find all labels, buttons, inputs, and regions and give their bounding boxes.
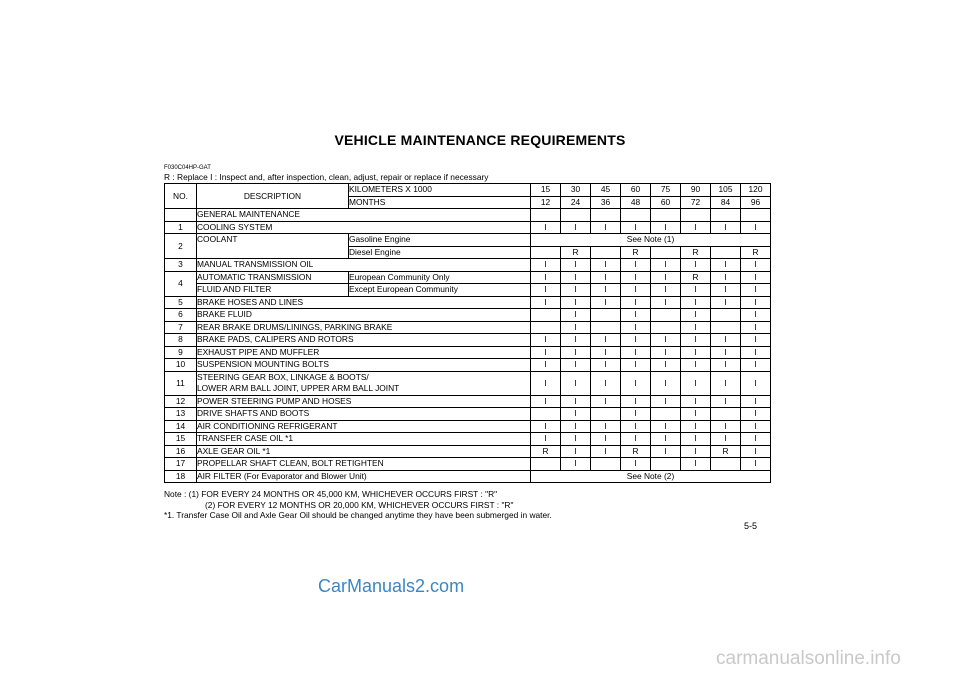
interval-cell: I <box>651 371 681 395</box>
interval-cell: I <box>561 259 591 272</box>
interval-cell: I <box>741 221 771 234</box>
row-description: REAR BRAKE DRUMS/LININGS, PARKING BRAKE <box>197 321 531 334</box>
row-no: 7 <box>165 321 197 334</box>
row-description: EXHAUST PIPE AND MUFFLER <box>197 346 531 359</box>
row-no: 11 <box>165 371 197 395</box>
interval-cell: I <box>651 296 681 309</box>
interval-cell <box>531 321 561 334</box>
row-no: 18 <box>165 470 197 483</box>
row-description: COOLING SYSTEM <box>197 221 531 234</box>
header-row-km <box>165 184 771 197</box>
interval-cell: I <box>681 346 711 359</box>
interval-cell: I <box>741 371 771 395</box>
row-no: 12 <box>165 395 197 408</box>
interval-cell: I <box>621 433 651 446</box>
table-row <box>165 309 771 322</box>
empty-cell <box>741 209 771 222</box>
interval-cell: I <box>741 346 771 359</box>
row-sub-label: European Community Only <box>349 271 531 284</box>
interval-cell: I <box>681 371 711 395</box>
table-row <box>165 420 771 433</box>
header-months-96: 96 <box>741 196 771 209</box>
interval-cell: I <box>711 296 741 309</box>
interval-cell: I <box>651 259 681 272</box>
row-no: 17 <box>165 458 197 471</box>
interval-cell: I <box>561 284 591 297</box>
table-row <box>165 395 771 408</box>
row-no: 2 <box>165 234 197 259</box>
interval-cell: I <box>651 395 681 408</box>
row-no: 9 <box>165 346 197 359</box>
interval-cell: I <box>711 371 741 395</box>
header-km-120: 120 <box>741 184 771 197</box>
interval-cell: I <box>591 221 621 234</box>
interval-cell: I <box>681 284 711 297</box>
header-months-36: 36 <box>591 196 621 209</box>
table-row <box>165 346 771 359</box>
header-description: DESCRIPTION <box>197 184 349 209</box>
interval-cell: I <box>681 296 711 309</box>
interval-cell: R <box>531 445 561 458</box>
interval-cell: I <box>531 359 561 372</box>
interval-cell: I <box>741 296 771 309</box>
interval-cell: I <box>531 259 561 272</box>
header-months-48: 48 <box>621 196 651 209</box>
interval-cell: I <box>621 408 651 421</box>
interval-cell: I <box>531 420 561 433</box>
table-row <box>165 359 771 372</box>
row-description: POWER STEERING PUMP AND HOSES <box>197 395 531 408</box>
interval-cell: I <box>621 221 651 234</box>
interval-cell: R <box>681 246 711 259</box>
row-description-line2: LOWER ARM BALL JOINT, UPPER ARM BALL JOINT <box>197 383 531 395</box>
interval-cell: I <box>531 433 561 446</box>
interval-cell: I <box>561 221 591 234</box>
table-row <box>165 458 771 471</box>
interval-cell <box>711 246 741 259</box>
interval-cell: I <box>621 259 651 272</box>
interval-cell: I <box>711 334 741 347</box>
interval-cell: I <box>681 445 711 458</box>
interval-cell: I <box>651 420 681 433</box>
interval-cell: I <box>621 271 651 284</box>
interval-cell: I <box>531 395 561 408</box>
header-km-label: KILOMETERS X 1000 <box>349 184 531 197</box>
row-description: AIR CONDITIONING REFRIGERANT <box>197 420 531 433</box>
interval-cell: I <box>621 371 651 395</box>
interval-cell: I <box>591 395 621 408</box>
interval-cell: I <box>561 296 591 309</box>
empty-cell <box>681 209 711 222</box>
interval-cell: I <box>681 359 711 372</box>
row-description: BRAKE HOSES AND LINES <box>197 296 531 309</box>
empty-cell <box>621 209 651 222</box>
note-cell: See Note (2) <box>531 470 771 483</box>
section-row <box>165 209 771 222</box>
interval-cell <box>711 309 741 322</box>
interval-cell: I <box>741 259 771 272</box>
interval-cell: I <box>741 433 771 446</box>
interval-cell: I <box>621 284 651 297</box>
interval-cell <box>651 246 681 259</box>
header-months-84: 84 <box>711 196 741 209</box>
row-description: AUTOMATIC TRANSMISSION <box>197 271 349 284</box>
interval-cell: I <box>741 395 771 408</box>
interval-cell: I <box>621 395 651 408</box>
interval-cell: I <box>561 321 591 334</box>
row-description: BRAKE FLUID <box>197 309 531 322</box>
interval-cell: I <box>681 408 711 421</box>
header-km-105: 105 <box>711 184 741 197</box>
row-sub-label: Diesel Engine <box>349 246 531 259</box>
interval-cell: I <box>621 296 651 309</box>
interval-cell: I <box>711 284 741 297</box>
interval-cell: I <box>681 395 711 408</box>
page-title: VEHICLE MAINTENANCE REQUIREMENTS <box>334 132 626 148</box>
interval-cell: I <box>741 309 771 322</box>
row-no: 6 <box>165 309 197 322</box>
header-km-45: 45 <box>591 184 621 197</box>
row-no: 15 <box>165 433 197 446</box>
interval-cell: I <box>711 259 741 272</box>
row-description: COOLANT <box>197 234 349 259</box>
table-body <box>165 184 771 483</box>
interval-cell: I <box>531 284 561 297</box>
interval-cell <box>591 408 621 421</box>
interval-cell: I <box>591 445 621 458</box>
interval-cell: I <box>531 221 561 234</box>
interval-cell <box>591 246 621 259</box>
table-row <box>165 321 771 334</box>
interval-cell: I <box>561 458 591 471</box>
interval-cell: I <box>681 334 711 347</box>
interval-cell: I <box>741 321 771 334</box>
interval-cell: I <box>681 221 711 234</box>
interval-cell: I <box>681 433 711 446</box>
row-sub-label: Except European Community <box>349 284 531 297</box>
interval-cell: I <box>561 371 591 395</box>
interval-cell <box>711 458 741 471</box>
empty-cell <box>591 209 621 222</box>
interval-cell: I <box>741 359 771 372</box>
interval-cell: I <box>591 346 621 359</box>
table-row <box>165 433 771 446</box>
header-months-12: 12 <box>531 196 561 209</box>
interval-cell: I <box>681 309 711 322</box>
row-no: 13 <box>165 408 197 421</box>
note-3: *1. Transfer Case Oil and Axle Gear Oil should be changed anytime they have been submerged in water. <box>164 510 552 521</box>
interval-cell: I <box>561 309 591 322</box>
interval-cell: R <box>711 445 741 458</box>
interval-cell <box>711 408 741 421</box>
interval-cell: R <box>561 246 591 259</box>
interval-cell: I <box>681 259 711 272</box>
empty-cell <box>651 209 681 222</box>
empty-cell <box>531 209 561 222</box>
interval-cell: I <box>561 346 591 359</box>
header-km-30: 30 <box>561 184 591 197</box>
interval-cell: I <box>651 346 681 359</box>
interval-cell: R <box>681 271 711 284</box>
interval-cell: I <box>591 420 621 433</box>
interval-cell <box>591 309 621 322</box>
row-no: 5 <box>165 296 197 309</box>
document-code: F030C04HP-GAT <box>164 165 211 171</box>
interval-cell: I <box>621 420 651 433</box>
interval-cell: I <box>531 334 561 347</box>
interval-cell: I <box>651 334 681 347</box>
interval-cell: I <box>621 458 651 471</box>
row-no: 4 <box>165 271 197 296</box>
interval-cell <box>591 458 621 471</box>
note-1: Note : (1) FOR EVERY 24 MONTHS OR 45,000 KM, WHICHEVER OCCURS FIRST : "R" <box>164 489 498 499</box>
row-description: AIR FILTER (For Evaporator and Blower Unit) <box>197 470 531 483</box>
empty-cell <box>561 209 591 222</box>
row-no: 1 <box>165 221 197 234</box>
interval-cell: I <box>561 445 591 458</box>
legend: R : Replace I : Inspect and, after inspection, clean, adjust, repair or replace if necessary <box>164 172 489 182</box>
interval-cell <box>591 321 621 334</box>
interval-cell: I <box>561 433 591 446</box>
interval-cell: I <box>651 433 681 446</box>
watermark-text: carmanualsonline.info <box>716 648 901 669</box>
interval-cell: I <box>741 420 771 433</box>
section-general-maintenance: GENERAL MAINTENANCE <box>197 209 531 222</box>
watermark-link[interactable]: CarManuals2.com <box>318 576 465 596</box>
notes <box>164 489 552 521</box>
interval-cell: I <box>621 346 651 359</box>
interval-cell: I <box>711 395 741 408</box>
row-description: BRAKE PADS, CALIPERS AND ROTORS <box>197 334 531 347</box>
interval-cell: I <box>591 433 621 446</box>
interval-cell: I <box>561 420 591 433</box>
row-description: SUSPENSION MOUNTING BOLTS <box>197 359 531 372</box>
table-row <box>165 234 771 247</box>
interval-cell: I <box>591 359 621 372</box>
interval-cell: I <box>711 359 741 372</box>
interval-cell: I <box>681 458 711 471</box>
row-description: MANUAL TRANSMISSION OIL <box>197 259 531 272</box>
row-description: AXLE GEAR OIL *1 <box>197 445 531 458</box>
interval-cell: I <box>741 458 771 471</box>
interval-cell: R <box>741 246 771 259</box>
header-km-75: 75 <box>651 184 681 197</box>
interval-cell: I <box>561 334 591 347</box>
row-no: 3 <box>165 259 197 272</box>
interval-cell: I <box>711 221 741 234</box>
interval-cell: I <box>741 271 771 284</box>
interval-cell: R <box>621 246 651 259</box>
interval-cell: I <box>651 271 681 284</box>
table-row <box>165 334 771 347</box>
row-description: STEERING GEAR BOX, LINKAGE & BOOTS/ <box>197 371 531 383</box>
interval-cell <box>531 408 561 421</box>
header-km-60: 60 <box>621 184 651 197</box>
interval-cell: R <box>621 445 651 458</box>
interval-cell: I <box>621 321 651 334</box>
interval-cell: I <box>591 296 621 309</box>
page-number: 5-5 <box>744 521 758 531</box>
interval-cell: I <box>681 321 711 334</box>
interval-cell <box>651 458 681 471</box>
interval-cell: I <box>651 359 681 372</box>
table-row <box>165 445 771 458</box>
interval-cell: I <box>561 408 591 421</box>
row-no: 14 <box>165 420 197 433</box>
table-row <box>165 408 771 421</box>
interval-cell: I <box>531 371 561 395</box>
row-description: DRIVE SHAFTS AND BOOTS <box>197 408 531 421</box>
row-description: PROPELLAR SHAFT CLEAN, BOLT RETIGHTEN <box>197 458 531 471</box>
header-months-24: 24 <box>561 196 591 209</box>
interval-cell: I <box>651 445 681 458</box>
empty-cell <box>711 209 741 222</box>
header-months-60: 60 <box>651 196 681 209</box>
row-sub-label: Gasoline Engine <box>349 234 531 247</box>
interval-cell: I <box>681 420 711 433</box>
header-months-72: 72 <box>681 196 711 209</box>
interval-cell <box>531 458 561 471</box>
interval-cell: I <box>741 408 771 421</box>
header-months-label: MONTHS <box>349 196 531 209</box>
interval-cell <box>531 309 561 322</box>
interval-cell: I <box>531 271 561 284</box>
table-row <box>165 259 771 272</box>
interval-cell: I <box>621 309 651 322</box>
table-row <box>165 296 771 309</box>
note-2: (2) FOR EVERY 12 MONTHS OR 20,000 KM, WHICHEVER OCCURS FIRST : "R" <box>205 499 514 510</box>
table-row <box>165 371 771 383</box>
table-row <box>165 470 771 483</box>
interval-cell <box>651 408 681 421</box>
note-cell: See Note (1) <box>531 234 771 247</box>
row-no: 10 <box>165 359 197 372</box>
table-row <box>165 271 771 284</box>
header-no: NO. <box>165 184 197 209</box>
row-no: 16 <box>165 445 197 458</box>
row-description: TRANSFER CASE OIL *1 <box>197 433 531 446</box>
section-no <box>165 209 197 222</box>
interval-cell: I <box>591 334 621 347</box>
interval-cell <box>711 321 741 334</box>
header-km-15: 15 <box>531 184 561 197</box>
interval-cell: I <box>591 271 621 284</box>
interval-cell: I <box>651 221 681 234</box>
interval-cell: I <box>531 296 561 309</box>
interval-cell <box>651 321 681 334</box>
interval-cell: I <box>651 284 681 297</box>
interval-cell: I <box>591 371 621 395</box>
interval-cell: I <box>561 395 591 408</box>
row-description-line2: FLUID AND FILTER <box>197 284 349 297</box>
table-row <box>165 284 771 297</box>
interval-cell <box>531 246 561 259</box>
interval-cell: I <box>711 420 741 433</box>
interval-cell: I <box>741 334 771 347</box>
interval-cell: I <box>591 284 621 297</box>
interval-cell: I <box>711 433 741 446</box>
interval-cell: I <box>711 271 741 284</box>
header-km-90: 90 <box>681 184 711 197</box>
interval-cell: I <box>621 334 651 347</box>
interval-cell <box>651 309 681 322</box>
maintenance-table <box>164 183 771 483</box>
row-no: 8 <box>165 334 197 347</box>
interval-cell: I <box>621 359 651 372</box>
interval-cell: I <box>561 359 591 372</box>
interval-cell: I <box>741 284 771 297</box>
interval-cell: I <box>561 271 591 284</box>
table-row <box>165 221 771 234</box>
interval-cell: I <box>531 346 561 359</box>
interval-cell: I <box>711 346 741 359</box>
interval-cell: I <box>591 259 621 272</box>
interval-cell: I <box>741 445 771 458</box>
